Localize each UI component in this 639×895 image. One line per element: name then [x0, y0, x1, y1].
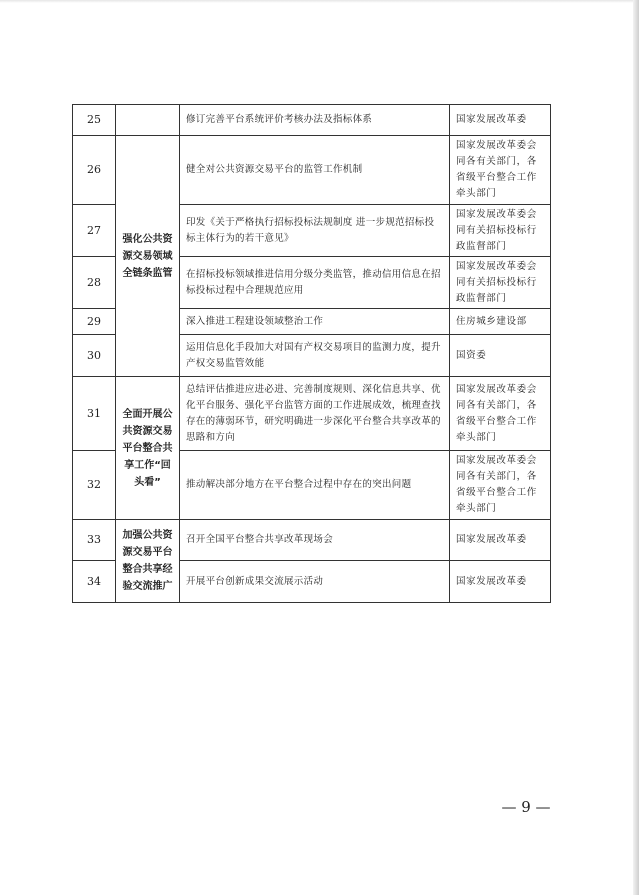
task-cell: 总结评估推进应进必进、完善制度规则、深化信息共享、优化平台服务、强化平台监管方面的工作进展成效，梳理查找存在的薄弱环节，研究明确进一步深化平台整合共享改革的思路和方向 — [180, 377, 450, 451]
task-cell: 运用信息化手段加大对国有产权交易项目的监测力度，提升产权交易监管效能 — [180, 335, 450, 377]
department-cell: 国家发展改革委 — [450, 520, 551, 561]
department-cell: 国家发展改革委会同各有关部门，各省级平台整合工作牵头部门 — [450, 377, 551, 451]
row-number: 30 — [73, 335, 116, 377]
page-number: — 9 — — [501, 798, 551, 816]
row-number: 28 — [73, 257, 116, 309]
category-cell: 强化公共资源交易领域全链条监管 — [116, 136, 180, 377]
task-cell: 开展平台创新成果交流展示活动 — [180, 561, 450, 603]
table-row — [73, 377, 551, 451]
row-number: 31 — [73, 377, 116, 451]
row-number: 32 — [73, 451, 116, 520]
category-cell: 加强公共资源交易平台整合共享经验交流推广 — [116, 520, 180, 603]
table-row — [73, 520, 551, 561]
task-cell: 修订完善平台系统评价考核办法及指标体系 — [180, 105, 450, 136]
category-cell: 全面开展公共资源交易平台整合共享工作“回头看” — [116, 377, 180, 520]
department-cell: 国家发展改革委会同有关招标投标行政监督部门 — [450, 205, 551, 257]
department-cell: 国家发展改革委 — [450, 105, 551, 136]
task-table — [72, 104, 551, 603]
task-cell: 推动解决部分地方在平台整合过程中存在的突出问题 — [180, 451, 450, 520]
table-row — [73, 105, 551, 136]
row-number: 29 — [73, 309, 116, 335]
department-cell: 国家发展改革委会同有关招标投标行政监督部门 — [450, 257, 551, 309]
task-cell: 召开全国平台整合共享改革现场会 — [180, 520, 450, 561]
row-number: 34 — [73, 561, 116, 603]
row-number: 33 — [73, 520, 116, 561]
department-cell: 国家发展改革委会同各有关部门，各省级平台整合工作牵头部门 — [450, 136, 551, 205]
row-number: 26 — [73, 136, 116, 205]
task-cell: 深入推进工程建设领域整治工作 — [180, 309, 450, 335]
task-cell: 印发《关于严格执行招标投标法规制度 进一步规范招标投标主体行为的若干意见》 — [180, 205, 450, 257]
department-cell: 国家发展改革委 — [450, 561, 551, 603]
task-cell: 在招标投标领域推进信用分级分类监管，推动信用信息在招标投标过程中合理规范应用 — [180, 257, 450, 309]
row-number: 25 — [73, 105, 116, 136]
table-row — [73, 136, 551, 205]
department-cell: 国家发展改革委会同各有关部门，各省级平台整合工作牵头部门 — [450, 451, 551, 520]
scan-edge-right — [633, 0, 639, 895]
category-cell-empty — [116, 105, 180, 136]
task-cell: 健全对公共资源交易平台的监管工作机制 — [180, 136, 450, 205]
row-number: 27 — [73, 205, 116, 257]
department-cell: 国资委 — [450, 335, 551, 377]
department-cell: 住房城乡建设部 — [450, 309, 551, 335]
scan-edge-top — [0, 0, 639, 3]
